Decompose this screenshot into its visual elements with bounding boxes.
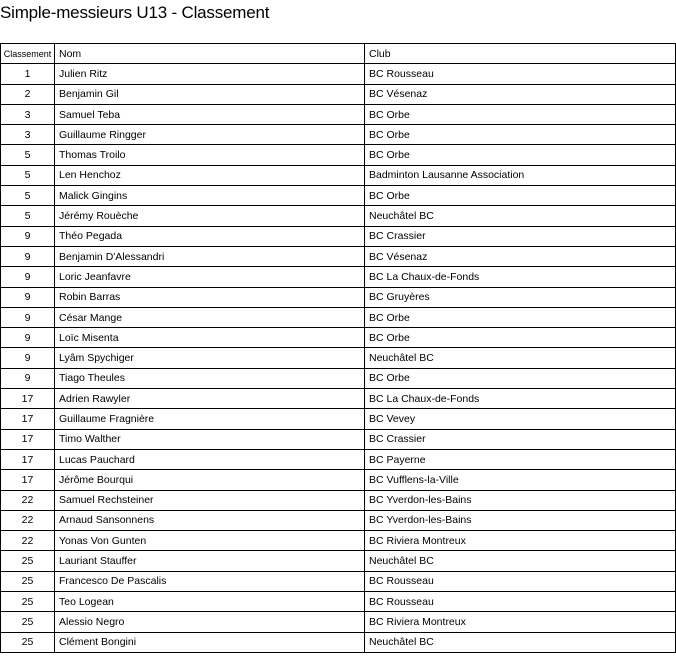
- cell-player-name: Francesco De Pascalis: [55, 571, 365, 591]
- cell-rank: 17: [1, 470, 55, 490]
- cell-club: BC Crassier: [365, 429, 676, 449]
- cell-club: BC Crassier: [365, 226, 676, 246]
- cell-player-name: Guillaume Fragnière: [55, 409, 365, 429]
- cell-club: BC Gruyères: [365, 287, 676, 307]
- table-row: [1, 470, 676, 490]
- table-row: [1, 64, 676, 84]
- table-row: [1, 246, 676, 266]
- table-row: [1, 125, 676, 145]
- table-row: [1, 84, 676, 104]
- table-row: [1, 531, 676, 551]
- table-row: [1, 206, 676, 226]
- cell-club: BC Rousseau: [365, 571, 676, 591]
- cell-rank: 9: [1, 287, 55, 307]
- cell-rank: 5: [1, 145, 55, 165]
- table-header-row: [1, 44, 676, 64]
- table-row: [1, 571, 676, 591]
- cell-player-name: Tiago Theules: [55, 368, 365, 388]
- table-row: [1, 145, 676, 165]
- table-row: [1, 267, 676, 287]
- cell-player-name: Adrien Rawyler: [55, 389, 365, 409]
- cell-rank: 9: [1, 246, 55, 266]
- cell-rank: 1: [1, 64, 55, 84]
- cell-club: BC Vufflens-la-Ville: [365, 470, 676, 490]
- cell-club: BC Yverdon-les-Bains: [365, 490, 676, 510]
- column-header-name: Nom: [55, 44, 365, 64]
- cell-club: BC Riviera Montreux: [365, 531, 676, 551]
- cell-rank: 5: [1, 206, 55, 226]
- table-row: [1, 551, 676, 571]
- cell-rank: 17: [1, 449, 55, 469]
- table-row: [1, 186, 676, 206]
- cell-rank: 25: [1, 632, 55, 652]
- table-row: [1, 348, 676, 368]
- cell-rank: 9: [1, 267, 55, 287]
- cell-player-name: Lucas Pauchard: [55, 449, 365, 469]
- table-row: [1, 328, 676, 348]
- table-row: [1, 165, 676, 185]
- ranking-table-body: [1, 64, 676, 653]
- cell-rank: 25: [1, 571, 55, 591]
- cell-player-name: Guillaume Ringger: [55, 125, 365, 145]
- cell-club: Neuchâtel BC: [365, 551, 676, 571]
- cell-player-name: Lauriant Stauffer: [55, 551, 365, 571]
- cell-rank: 9: [1, 307, 55, 327]
- cell-club: BC La Chaux-de-Fonds: [365, 389, 676, 409]
- cell-player-name: Lyâm Spychiger: [55, 348, 365, 368]
- cell-rank: 22: [1, 490, 55, 510]
- cell-player-name: Benjamin Gil: [55, 84, 365, 104]
- cell-rank: 22: [1, 531, 55, 551]
- table-row: [1, 104, 676, 124]
- cell-rank: 9: [1, 348, 55, 368]
- cell-rank: 17: [1, 389, 55, 409]
- cell-club: BC Orbe: [365, 145, 676, 165]
- cell-player-name: Samuel Teba: [55, 104, 365, 124]
- cell-club: BC La Chaux-de-Fonds: [365, 267, 676, 287]
- cell-player-name: Jérôme Bourqui: [55, 470, 365, 490]
- cell-rank: 2: [1, 84, 55, 104]
- cell-club: BC Orbe: [365, 186, 676, 206]
- table-row: [1, 368, 676, 388]
- table-row: [1, 389, 676, 409]
- cell-rank: 5: [1, 165, 55, 185]
- column-header-rank: Classement: [1, 44, 55, 64]
- cell-rank: 17: [1, 409, 55, 429]
- cell-player-name: Robin Barras: [55, 287, 365, 307]
- cell-rank: 9: [1, 368, 55, 388]
- cell-player-name: Malick Gingins: [55, 186, 365, 206]
- cell-club: Badminton Lausanne Association: [365, 165, 676, 185]
- cell-club: BC Orbe: [365, 104, 676, 124]
- table-row: [1, 307, 676, 327]
- cell-club: BC Orbe: [365, 125, 676, 145]
- cell-rank: 9: [1, 226, 55, 246]
- cell-club: BC Orbe: [365, 368, 676, 388]
- table-row: [1, 612, 676, 632]
- cell-rank: 25: [1, 551, 55, 571]
- cell-club: BC Yverdon-les-Bains: [365, 510, 676, 530]
- table-row: [1, 287, 676, 307]
- table-row: [1, 510, 676, 530]
- cell-club: Neuchâtel BC: [365, 348, 676, 368]
- page-title: Simple-messieurs U13 - Classement: [0, 3, 270, 22]
- table-row: [1, 449, 676, 469]
- cell-player-name: Alessio Negro: [55, 612, 365, 632]
- cell-rank: 3: [1, 125, 55, 145]
- cell-club: BC Riviera Montreux: [365, 612, 676, 632]
- cell-player-name: Yonas Von Gunten: [55, 531, 365, 551]
- cell-rank: 5: [1, 186, 55, 206]
- table-row: [1, 490, 676, 510]
- cell-player-name: Loric Jeanfavre: [55, 267, 365, 287]
- table-row: [1, 632, 676, 652]
- cell-club: BC Rousseau: [365, 64, 676, 84]
- cell-rank: 3: [1, 104, 55, 124]
- cell-player-name: Clément Bongini: [55, 632, 365, 652]
- table-row: [1, 226, 676, 246]
- cell-player-name: Timo Walther: [55, 429, 365, 449]
- cell-player-name: Thomas Troilo: [55, 145, 365, 165]
- cell-club: Neuchâtel BC: [365, 206, 676, 226]
- cell-player-name: Jérémy Rouèche: [55, 206, 365, 226]
- table-row: [1, 429, 676, 449]
- cell-club: BC Vevey: [365, 409, 676, 429]
- cell-club: BC Payerne: [365, 449, 676, 469]
- cell-rank: 22: [1, 510, 55, 530]
- cell-club: BC Rousseau: [365, 592, 676, 612]
- cell-club: BC Orbe: [365, 307, 676, 327]
- cell-player-name: Julien Ritz: [55, 64, 365, 84]
- cell-player-name: Théo Pegada: [55, 226, 365, 246]
- table-row: [1, 409, 676, 429]
- cell-club: Neuchâtel BC: [365, 632, 676, 652]
- cell-club: BC Orbe: [365, 328, 676, 348]
- cell-player-name: Teo Logean: [55, 592, 365, 612]
- table-row: [1, 592, 676, 612]
- cell-player-name: Loïc Misenta: [55, 328, 365, 348]
- cell-rank: 17: [1, 429, 55, 449]
- cell-player-name: César Mange: [55, 307, 365, 327]
- cell-player-name: Samuel Rechsteiner: [55, 490, 365, 510]
- cell-player-name: Len Henchoz: [55, 165, 365, 185]
- cell-rank: 25: [1, 612, 55, 632]
- cell-rank: 9: [1, 328, 55, 348]
- ranking-table: [0, 43, 676, 653]
- cell-club: BC Vésenaz: [365, 246, 676, 266]
- cell-player-name: Benjamin D'Alessandri: [55, 246, 365, 266]
- column-header-club: Club: [365, 44, 676, 64]
- cell-rank: 25: [1, 592, 55, 612]
- cell-player-name: Arnaud Sansonnens: [55, 510, 365, 530]
- cell-club: BC Vésenaz: [365, 84, 676, 104]
